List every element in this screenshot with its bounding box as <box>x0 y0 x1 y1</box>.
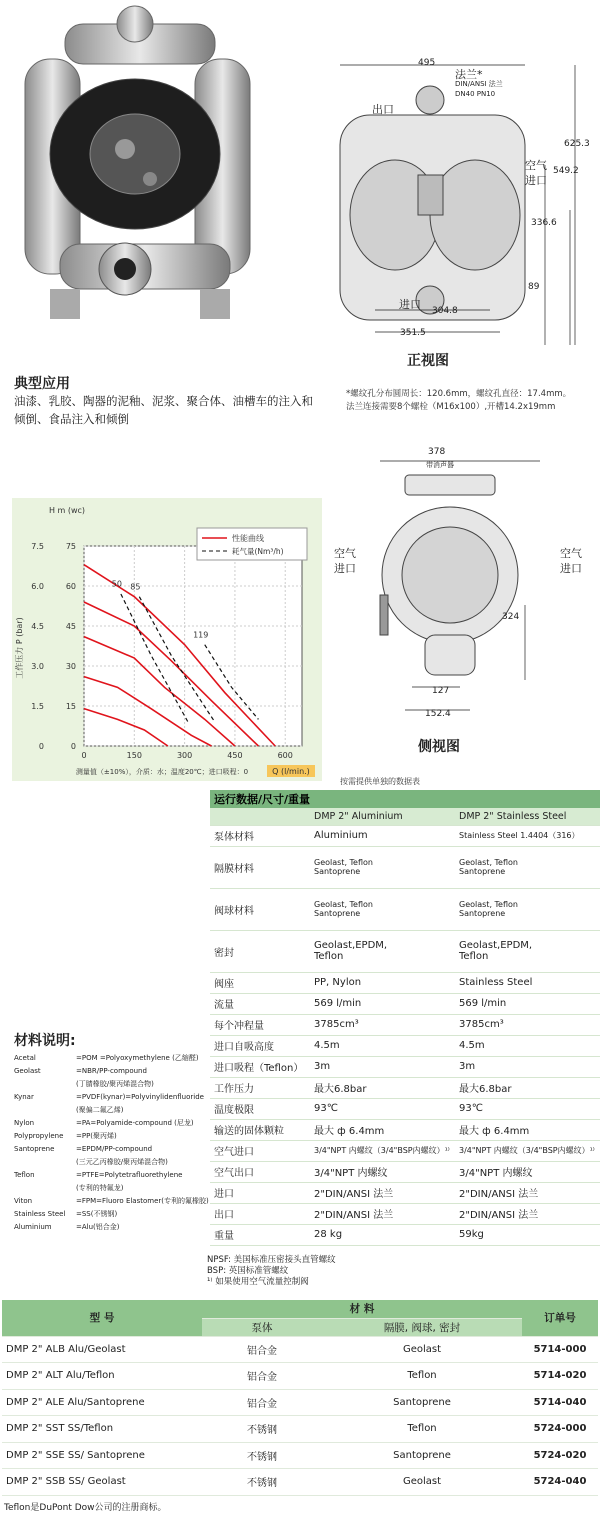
material-item <box>14 1156 209 1169</box>
material-item <box>14 1130 209 1143</box>
side-air-inlet-right-1: 空气 <box>560 547 582 560</box>
order-diaphragm: Geolast <box>322 1469 522 1496</box>
order-diaphragm: Santoprene <box>322 1389 522 1416</box>
flange-std1: DIN/ANSI 法兰 <box>455 80 503 88</box>
order-row <box>2 1442 598 1469</box>
material-key: Santoprene <box>14 1145 55 1153</box>
y2-tick-label: 75 <box>65 542 76 551</box>
spec-row <box>210 1077 600 1098</box>
spec-value: 3m <box>455 1056 600 1077</box>
material-item <box>14 1208 209 1221</box>
side-air-inlet-left-1: 空气 <box>334 547 356 560</box>
flange-label: 法兰* <box>455 68 483 81</box>
spec-value: Geolast, Teflon Santoprene <box>310 846 455 888</box>
material-desc: (三元乙丙橡胶/聚丙烯混合物) <box>76 1158 168 1166</box>
air-inlet-label-2: 进口 <box>525 174 547 187</box>
material-item <box>14 1091 209 1104</box>
order-head-body: 泵体 <box>202 1318 322 1336</box>
dim-152: 152.4 <box>425 709 451 719</box>
spec-value: Stainless Steel <box>455 972 600 993</box>
y-tick-label: 1.5 <box>31 702 44 711</box>
flange-note-2: 法兰连接需要8个螺栓（M16x100）,开槽14.2x19mm <box>346 402 556 412</box>
spec-value: 2"DIN/ANSI 法兰 <box>310 1203 455 1224</box>
material-desc: =PP(聚丙烯) <box>76 1132 117 1140</box>
dim-127: 127 <box>432 686 450 696</box>
material-item <box>14 1078 209 1091</box>
dim-495: 495 <box>418 58 436 68</box>
trademark-note: Teflon是DuPont Dow公司的注册商标。 <box>4 1503 167 1513</box>
spec-row <box>210 825 600 846</box>
spec-value: 3785cm³ <box>310 1014 455 1035</box>
spec-value: Geolast, Teflon Santoprene <box>455 846 600 888</box>
spec-value: 28 kg <box>310 1224 455 1245</box>
spec-row <box>210 1056 600 1077</box>
order-model: DMP 2" ALB Alu/Geolast <box>2 1336 202 1363</box>
order-row <box>2 1389 598 1416</box>
spec-label: 进口 <box>210 1182 310 1203</box>
order-body-material: 铝合金 <box>202 1363 322 1390</box>
material-key: Aluminium <box>14 1223 52 1231</box>
front-view-title: 正视图 <box>407 353 449 369</box>
order-number: 5724-020 <box>522 1442 598 1469</box>
muffler-label: 带消声器 <box>426 461 454 469</box>
spec-label: 空气进口 <box>210 1140 310 1161</box>
spec-value: 3/4"NPT 内螺纹（3/4"BSP内螺纹）¹⁾ <box>455 1140 600 1161</box>
spec-value: 2"DIN/ANSI 法兰 <box>310 1182 455 1203</box>
material-key <box>14 1156 76 1169</box>
spec-label: 出口 <box>210 1203 310 1224</box>
spec-value: 2"DIN/ANSI 法兰 <box>455 1203 600 1224</box>
data-sheet-note: 按需提供单独的数据表 <box>340 777 420 786</box>
material-desc: =SS(不锈钢) <box>76 1210 118 1218</box>
plot-area <box>84 546 302 746</box>
spec-row <box>210 1182 600 1203</box>
spec-value: PP, Nylon <box>310 972 455 993</box>
material-item <box>14 1195 209 1208</box>
dim-304: 304.8 <box>432 306 458 316</box>
spec-label: 重量 <box>210 1224 310 1245</box>
spec-value: 最大 ф 6.4mm <box>310 1119 455 1140</box>
spec-value: 3/4"NPT 内螺纹（3/4"BSP内螺纹）¹⁾ <box>310 1140 455 1161</box>
spec-row <box>210 1224 600 1245</box>
flange-notes <box>346 388 596 414</box>
material-key: Geolast <box>14 1067 41 1075</box>
spec-row <box>210 1035 600 1056</box>
spec-label: 阀座 <box>210 972 310 993</box>
performance-chart <box>12 498 322 781</box>
x-tick-label: 150 <box>126 751 142 760</box>
order-body-material: 不锈钢 <box>202 1469 322 1496</box>
order-diaphragm: Geolast <box>322 1336 522 1363</box>
side-view-drawing <box>340 450 560 720</box>
spec-row <box>210 888 600 930</box>
applications-title: 典型应用 <box>14 376 70 392</box>
spec-title: 运行数据/尺寸/重量 <box>210 790 600 808</box>
material-key: Stainless Steel <box>14 1210 66 1218</box>
y2-tick-label: 30 <box>65 662 76 671</box>
spec-table <box>210 790 600 1246</box>
material-item <box>14 1052 209 1065</box>
material-desc: =FPM=Fluoro Elastomer(专利的氟橡胶) <box>76 1197 209 1205</box>
order-diaphragm: Teflon <box>322 1363 522 1390</box>
footnote-npsf: NPSF: 美国标准压密接头直管螺纹 <box>207 1255 336 1265</box>
spec-label: 进口吸程（Teflon） <box>210 1056 310 1077</box>
spec-value: 最大6.8bar <box>310 1077 455 1098</box>
spec-value: 569 l/min <box>455 993 600 1014</box>
chart-svg <box>12 498 322 781</box>
spec-value: 4.5m <box>455 1035 600 1056</box>
x-tick-label: 0 <box>81 751 87 760</box>
material-desc: (丁腈橡胶/聚丙烯混合物) <box>76 1080 154 1088</box>
order-head-diaphragm: 隔膜, 阀球, 密封 <box>322 1318 522 1336</box>
order-model: DMP 2" SST SS/Teflon <box>2 1416 202 1443</box>
material-desc: =PTFE=Polytetrafluorethylene <box>76 1171 183 1179</box>
material-item <box>14 1143 209 1156</box>
spec-label: 每个冲程量 <box>210 1014 310 1035</box>
side-air-inlet-right-2: 进口 <box>560 562 582 575</box>
spec-value: 93℃ <box>455 1098 600 1119</box>
spec-label: 输送的固体颗粒 <box>210 1119 310 1140</box>
spec-value: 3/4"NPT 内螺纹 <box>455 1161 600 1182</box>
air-inlet-label-1: 空气 <box>525 159 547 172</box>
footnotes <box>207 1255 336 1288</box>
legend-label-performance: 性能曲线 <box>232 534 264 543</box>
material-key: Teflon <box>14 1171 35 1179</box>
chart-footer: 测量值（±10%），介质：水；温度20℃；进口吸程：0 <box>75 768 249 776</box>
order-head-number: 订单号 <box>522 1300 598 1336</box>
material-desc: =EPDM/PP-compound <box>76 1145 153 1153</box>
order-model: DMP 2" ALE Alu/Santoprene <box>2 1389 202 1416</box>
material-key: Polypropylene <box>14 1132 64 1140</box>
spec-label: 密封 <box>210 930 310 972</box>
y-tick-label: 3.0 <box>31 662 44 671</box>
spec-head-blank <box>210 808 310 825</box>
dim-324: 324 <box>502 612 520 622</box>
spec-label: 阀球材料 <box>210 888 310 930</box>
pump-photo <box>10 4 260 334</box>
material-item <box>14 1182 209 1195</box>
material-key <box>14 1104 76 1117</box>
order-model: DMP 2" SSB SS/ Geolast <box>2 1469 202 1496</box>
order-head-model: 型 号 <box>2 1300 202 1336</box>
dim-336: 336.6 <box>531 218 557 228</box>
material-desc: (专利的特氟龙) <box>76 1184 124 1192</box>
order-body-material: 铝合金 <box>202 1336 322 1363</box>
spec-row <box>210 1119 600 1140</box>
spec-value: 2"DIN/ANSI 法兰 <box>455 1182 600 1203</box>
material-desc: =Alu(铝合金) <box>76 1223 120 1231</box>
spec-label: 流量 <box>210 993 310 1014</box>
y2-tick-label: 45 <box>65 622 76 631</box>
spec-label: 隔膜材料 <box>210 846 310 888</box>
spec-col-aluminium: DMP 2" Aluminium <box>310 808 455 825</box>
order-number: 5714-040 <box>522 1389 598 1416</box>
spec-row <box>210 1140 600 1161</box>
material-item <box>14 1117 209 1130</box>
spec-value: 569 l/min <box>310 993 455 1014</box>
order-row <box>2 1336 598 1363</box>
dim-89: 89 <box>528 282 540 292</box>
spec-value: Geolast, Teflon Santoprene <box>310 888 455 930</box>
order-diaphragm: Santoprene <box>322 1442 522 1469</box>
order-number: 5724-040 <box>522 1469 598 1496</box>
spec-value: 3/4"NPT 内螺纹 <box>310 1161 455 1182</box>
spec-value: Geolast,EPDM, Teflon <box>455 930 600 972</box>
order-row <box>2 1469 598 1496</box>
dim-549: 549.2 <box>553 166 579 176</box>
dim-625: 625.3 <box>564 139 590 149</box>
order-number: 5724-000 <box>522 1416 598 1443</box>
air-consumption-label: 50 <box>111 579 122 589</box>
spec-value: 最大 ф 6.4mm <box>455 1119 600 1140</box>
spec-label: 进口自吸高度 <box>210 1035 310 1056</box>
spec-row <box>210 1203 600 1224</box>
spec-value: Stainless Steel 1.4404（316） <box>455 825 600 846</box>
spec-row <box>210 993 600 1014</box>
y2-axis-label: H m (wc) <box>48 506 86 515</box>
footnote-1: ¹⁾ 如果使用空气流量控制阀 <box>207 1277 309 1287</box>
spec-value: 93℃ <box>310 1098 455 1119</box>
spec-row <box>210 1161 600 1182</box>
order-model: DMP 2" ALT Alu/Teflon <box>2 1363 202 1390</box>
x-tick-label: 600 <box>277 751 293 760</box>
dim-378: 378 <box>428 447 446 457</box>
y2-tick-label: 0 <box>70 742 76 751</box>
material-desc: =PA=Polyamide-compound (尼龙) <box>76 1119 194 1127</box>
materials-list <box>14 1052 209 1234</box>
spec-value: 4.5m <box>310 1035 455 1056</box>
side-air-inlet-left-2: 进口 <box>334 562 356 575</box>
material-desc: =NBR/PP-compound <box>76 1067 147 1075</box>
x-tick-label: 300 <box>176 751 193 760</box>
spec-row <box>210 930 600 972</box>
order-number: 5714-000 <box>522 1336 598 1363</box>
spec-row <box>210 846 600 888</box>
spec-value: Geolast,EPDM, Teflon <box>310 930 455 972</box>
spec-row <box>210 972 600 993</box>
order-model: DMP 2" SSE SS/ Santoprene <box>2 1442 202 1469</box>
spec-row <box>210 1014 600 1035</box>
material-key <box>14 1078 76 1091</box>
spec-value: Geolast, Teflon Santoprene <box>455 888 600 930</box>
order-diaphragm: Teflon <box>322 1416 522 1443</box>
material-key <box>14 1182 76 1195</box>
spec-value: 最大6.8bar <box>455 1077 600 1098</box>
spec-label: 温度极限 <box>210 1098 310 1119</box>
y-tick-label: 4.5 <box>31 622 44 631</box>
y-tick-label: 0 <box>38 742 44 751</box>
y-tick-label: 7.5 <box>31 542 44 551</box>
spec-label: 工作压力 <box>210 1077 310 1098</box>
material-key: Nylon <box>14 1119 35 1127</box>
order-head-material: 材 料 <box>202 1300 522 1318</box>
order-number: 5714-020 <box>522 1363 598 1390</box>
air-consumption-label: 85 <box>130 582 141 592</box>
order-body-material: 不锈钢 <box>202 1442 322 1469</box>
material-key: Viton <box>14 1197 33 1205</box>
legend-label-air: 耗气量(Nm³/h) <box>232 547 284 556</box>
flange-std2: DN40 PN10 <box>455 90 496 98</box>
spec-value: Aluminium <box>310 825 455 846</box>
y2-tick-label: 15 <box>65 702 76 711</box>
y-axis-label: 工作压力 P (bar) <box>15 617 24 679</box>
flange-note-1: *螺纹孔分布圆周长：120.6mm，螺纹孔直径：17.4mm。 <box>346 389 572 399</box>
inlet-label: 进口 <box>399 298 421 311</box>
spec-label: 泵体材料 <box>210 825 310 846</box>
side-view-title: 侧视图 <box>418 739 460 755</box>
outlet-label: 出口 <box>372 103 394 116</box>
dim-351: 351.5 <box>400 328 426 338</box>
spec-value: 3785cm³ <box>455 1014 600 1035</box>
spec-col-stainless: DMP 2" Stainless Steel <box>455 808 600 825</box>
order-row <box>2 1416 598 1443</box>
y2-tick-label: 60 <box>65 582 76 591</box>
material-item <box>14 1065 209 1078</box>
material-desc: =PVDF(kynar)=Polyvinylidenfluoride <box>76 1093 204 1101</box>
air-consumption-label: 119 <box>193 630 209 640</box>
material-desc: (聚偏二氟乙烯) <box>76 1106 124 1114</box>
order-body-material: 铝合金 <box>202 1389 322 1416</box>
y-tick-label: 6.0 <box>31 582 44 591</box>
material-key: Acetal <box>14 1054 36 1062</box>
material-item <box>14 1104 209 1117</box>
order-row <box>2 1363 598 1390</box>
spec-row <box>210 1098 600 1119</box>
material-key: Kynar <box>14 1093 34 1101</box>
x-axis-label: Q (l/min.) <box>272 767 310 776</box>
x-tick-label: 450 <box>227 751 243 760</box>
order-table <box>2 1300 598 1496</box>
applications-body: 油漆、乳胶、陶器的泥釉、泥浆、聚合体、油槽车的注入和倾倒、食品注入和倾倒 <box>14 394 313 426</box>
footnote-bsp: BSP: 英国标准管螺纹 <box>207 1266 289 1276</box>
material-desc: =POM =Polyoxymethylene (乙缩醛) <box>76 1054 199 1062</box>
spec-label: 空气出口 <box>210 1161 310 1182</box>
materials-title: 材料说明: <box>14 1033 76 1049</box>
spec-value: 59kg <box>455 1224 600 1245</box>
spec-value: 3m <box>310 1056 455 1077</box>
order-body-material: 不锈钢 <box>202 1416 322 1443</box>
material-item <box>14 1221 209 1234</box>
material-item <box>14 1169 209 1182</box>
